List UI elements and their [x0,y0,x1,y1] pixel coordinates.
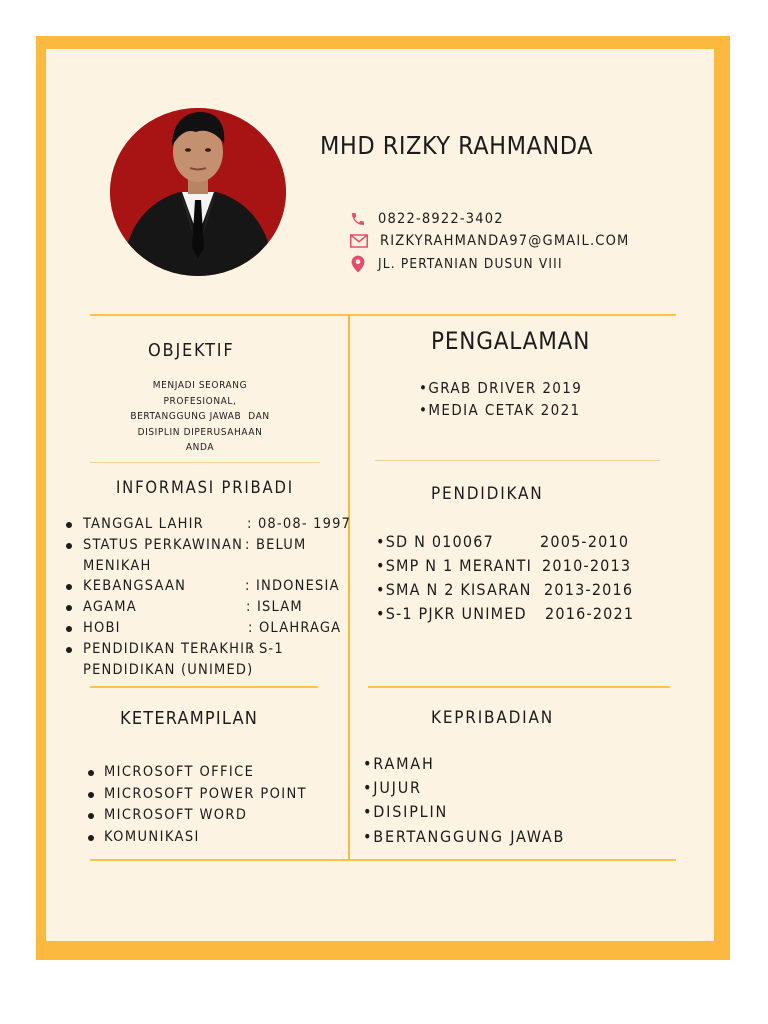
kepribadian-item: •JUJUR [363,778,422,797]
contact-phone [350,211,504,227]
pendidikan-years: 2010-2013 [542,556,632,575]
info-value: : S-1 [248,640,284,657]
contact-email [350,233,630,249]
info-label: AGAMA [83,599,137,616]
phone-number: 0822-8922-3402 [378,211,504,227]
divider-top [90,314,676,316]
informasi-heading: INFORMASI PRIBADI [116,478,294,497]
objektif-heading: OBJEKTIF [148,340,235,361]
pendidikan-school: •SD N 010067 [376,532,494,551]
info-value: : OLAHRAGA [248,619,342,636]
skill-item: MICROSOFT WORD [82,805,307,827]
info-agama [60,597,360,618]
skill-item: MICROSOFT OFFICE [82,762,307,784]
info-tanggal-lahir [60,514,360,535]
info-value: : BELUM [245,536,307,553]
info-kebangsaan [60,576,360,597]
kepribadian-heading: KEPRIBADIAN [431,708,554,728]
kepribadian-item: •RAMAH [363,754,435,773]
envelope-icon [350,234,368,248]
pendidikan-school: •SMA N 2 KISARAN [376,580,532,599]
info-label: STATUS PERKAWINAN [83,536,244,553]
pengalaman-item: •MEDIA CETAK 2021 [419,401,581,419]
objektif-line: PROFESIONAL, [163,395,237,407]
info-continuation: MENIKAH [83,557,152,574]
pendidikan-heading: PENDIDIKAN [431,484,544,504]
objektif-line: ANDA [185,442,215,453]
divider-objektif [90,462,320,463]
info-status-perkawinan [60,535,360,556]
keterampilan-heading: KETERAMPILAN [120,708,259,729]
info-pendidikan-terakhir [60,639,360,660]
divider-informasi [90,686,318,688]
location-pin-icon [350,255,366,273]
skill-item: MICROSOFT POWER POINT [82,784,307,806]
full-name: MHD RIZKY RAHMANDA [320,131,593,160]
divider-bottom [90,859,676,861]
pendidikan-years: 2016-2021 [545,604,635,623]
objektif-line: DISIPLIN DIPERUSAHAAN [137,426,263,438]
objektif-text [115,378,285,456]
email-address: RIZKYRAHMANDA97@GMAIL.COM [380,233,630,249]
info-label: KEBANGSAAN [83,578,187,595]
info-value: : 08-08- 1997 [247,516,352,532]
objektif-line: MENJADI SEORANG [152,380,248,391]
profile-photo [110,108,286,276]
pengalaman-item: •GRAB DRIVER 2019 [419,379,583,397]
keterampilan-list [82,762,307,848]
info-label: PENDIDIKAN TERAKHIR [83,640,256,657]
pendidikan-school: •S-1 PJKR UNIMED [376,604,527,623]
info-value: : INDONESIA [245,578,340,595]
objektif-line: BERTANGGUNG JAWAB DAN [130,411,270,422]
info-label: TANGGAL LAHIR [83,516,204,532]
contact-address [350,255,563,273]
info-hobi [60,618,360,639]
kepribadian-item: •BERTANGGUNG JAWAB [363,827,566,846]
kepribadian-item: •DISIPLIN [363,802,449,821]
informasi-list [60,514,360,680]
divider-pendidikan [368,686,670,688]
info-continuation: PENDIDIKAN (UNIMED) [83,661,254,678]
pendidikan-years: 2013-2016 [544,580,634,599]
pendidikan-school: •SMP N 1 MERANTI [376,556,533,575]
address-text: JL. PERTANIAN DUSUN VIII [378,256,563,272]
skill-item: KOMUNIKASI [82,827,307,849]
phone-icon [350,211,366,227]
info-value: : ISLAM [246,599,303,616]
pengalaman-heading: PENGALAMAN [431,327,591,355]
info-label: HOBI [83,619,121,636]
pendidikan-years: 2005-2010 [540,532,630,551]
divider-pengalaman [375,460,660,461]
